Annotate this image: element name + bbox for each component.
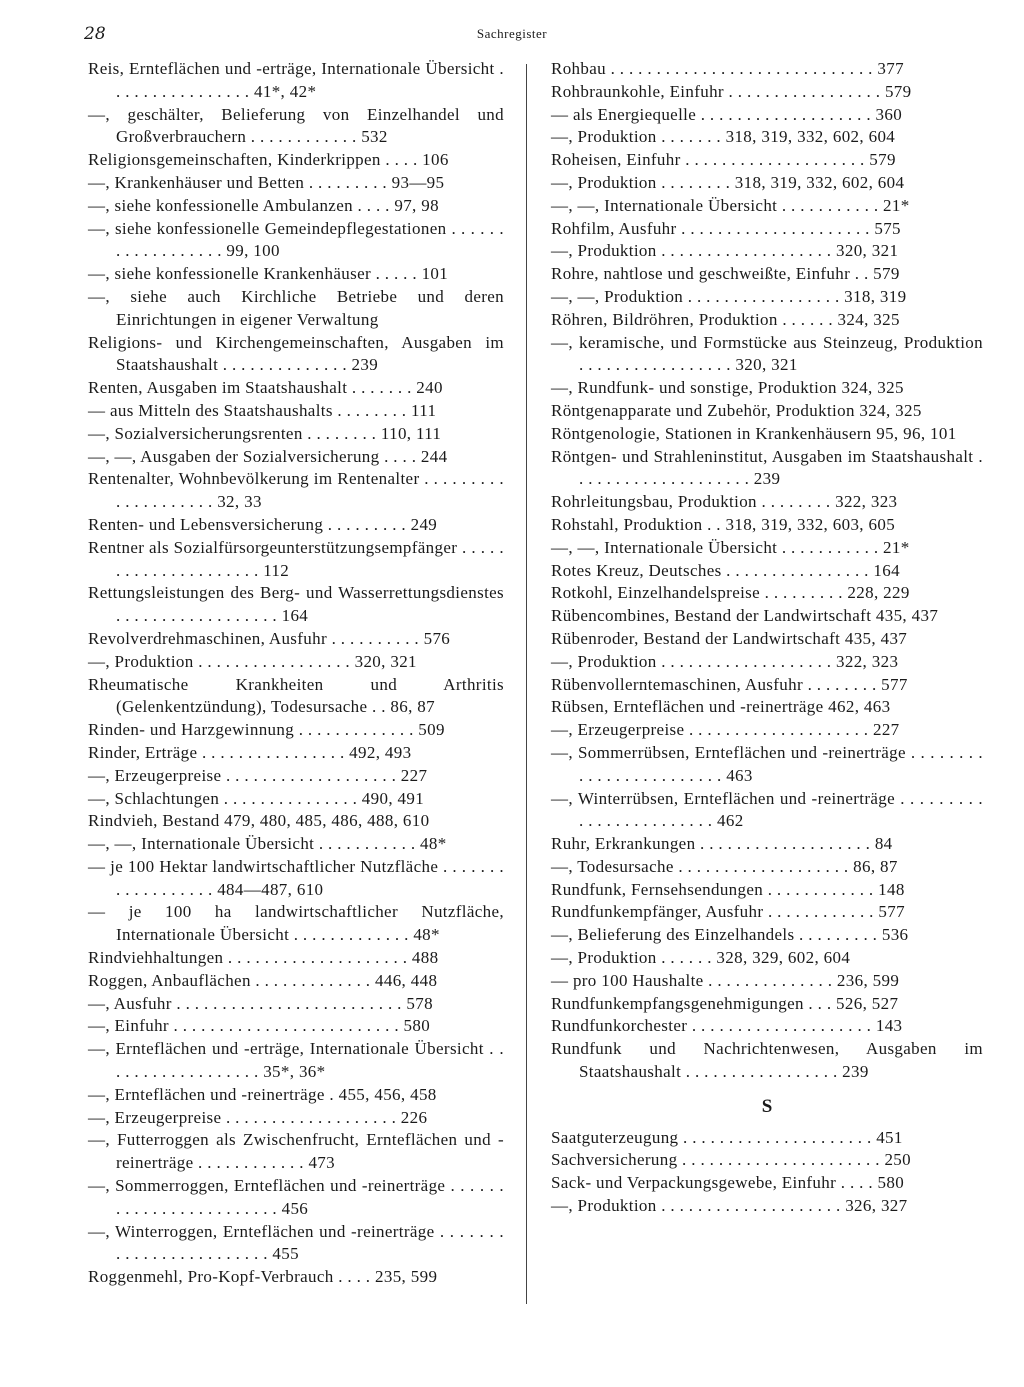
index-entry: — aus Mitteln des Staatshaushalts . . . . . . . . 111 [88, 400, 437, 420]
index-entry: —, Ernteflächen und -reinerträge . 455, 456, 458 [88, 1084, 437, 1104]
index-entry: —, Produktion . . . . . . . . . . . . . . . . . . . 320, 321 [551, 241, 899, 261]
index-entry: —, Winterrübsen, Ernteflächen und -reinerträge . . . . . . . . . . . . . . . . . . . . . . . . 462 [551, 788, 983, 831]
index-entry: Roheisen, Einfuhr . . . . . . . . . . . . . . . . . . . . 579 [551, 150, 896, 170]
index-entry: —, siehe konfessionelle Gemeindepflegestationen . . . . . . . . . . . . . . . . . . 99, 100 [88, 218, 504, 261]
index-entry: Rohbau . . . . . . . . . . . . . . . . . . . . . . . . . . . . . 377 [551, 59, 904, 78]
index-entry: —, —, Internationale Übersicht . . . . . . . . . . . 21* [551, 537, 910, 557]
index-entry: —, Krankenhäuser und Betten . . . . . . . . . 93—95 [88, 172, 445, 192]
index-entry: Röntgen- und Strahleninstitut, Ausgaben im Staatshaushalt . . . . . . . . . . . . . . . . . . . . 239 [551, 446, 983, 489]
index-entry: —, Sommerroggen, Ernteflächen und -reinerträge . . . . . . . . . . . . . . . . . . . . . . . . 456 [88, 1176, 504, 1218]
index-entry: Rindviehhaltungen . . . . . . . . . . . . . . . . . . . . 488 [88, 948, 439, 968]
running-head: Sachregister [476, 26, 548, 41]
index-entry: —, siehe konfessionelle Krankenhäuser . . . . . 101 [88, 264, 449, 284]
index-entry: — je 100 ha landwirtschaftlicher Nutzfläche, Internationale Übersicht . . . . . . . . . . . . . 48* [88, 902, 504, 945]
index-entry: — pro 100 Haushalte . . . . . . . . . . . . . . 236, 599 [551, 970, 900, 990]
index-entry: —, Ernteflächen und -erträge, Internationale Übersicht . . . . . . . . . . . . . . . . . . 35*, 36* [88, 1039, 504, 1082]
index-entry: —, —, Produktion . . . . . . . . . . . . . . . . . 318, 319 [551, 286, 907, 306]
index-entry: —, —, Internationale Übersicht . . . . . . . . . . . 21* [551, 195, 910, 215]
index-entry: —, Ausfuhr . . . . . . . . . . . . . . . . . . . . . . . . . 578 [88, 993, 433, 1013]
index-entry: —, Produktion . . . . . . 328, 329, 602, 604 [551, 948, 851, 968]
index-column-right [551, 58, 983, 1218]
index-entry: Roggenmehl, Pro-Kopf-Verbrauch . . . . 235, 599 [88, 1267, 438, 1287]
index-entry: Revolverdrehmaschinen, Ausfuhr . . . . . . . . . . 576 [88, 628, 451, 648]
index-entry: —, keramische, und Formstücke aus Steinzeug, Produktion . . . . . . . . . . . . . . . . . 320, 321 [551, 332, 983, 375]
index-entry: Rohstahl, Produktion . . 318, 319, 332, 603, 605 [551, 514, 896, 534]
index-entry: Rohre, nahtlose und geschweißte, Einfuhr . . 579 [551, 264, 900, 284]
index-entry: —, siehe konfessionelle Ambulanzen . . . . 97, 98 [88, 195, 439, 215]
index-entry: —, Produktion . . . . . . . . . . . . . . . . . 320, 321 [88, 651, 417, 671]
index-entry: Reis, Ernteflächen und -erträge, Internationale Übersicht . . . . . . . . . . . . . . . . 41*, 42* [88, 59, 504, 101]
index-entry: Röntgenologie, Stationen in Krankenhäusern 95, 96, 101 [551, 423, 957, 443]
index-entry: Rohrleitungsbau, Produktion . . . . . . . . 322, 323 [551, 492, 898, 512]
index-entry: —, geschälter, Belieferung von Einzelhandel und Großverbrauchern . . . . . . . . . . . . 532 [88, 104, 504, 147]
index-entry: Saatguterzeugung . . . . . . . . . . . . . . . . . . . . . 451 [551, 1127, 903, 1147]
index-entry: —, Produktion . . . . . . . 318, 319, 332, 602, 604 [551, 127, 896, 147]
page-number: 28 [84, 24, 106, 44]
index-entry: Rotes Kreuz, Deutsches . . . . . . . . . . . . . . . . 164 [551, 560, 900, 580]
index-entry: —, Winterroggen, Ernteflächen und -reinerträge . . . . . . . . . . . . . . . . . . . . . . . . 455 [88, 1221, 504, 1264]
index-entry: Rundfunk und Nachrichtenwesen, Ausgaben im Staatshaushalt . . . . . . . . . . . . . . . . . 239 [551, 1039, 983, 1082]
index-entry: Religionsgemeinschaften, Kinderkrippen . . . . 106 [88, 150, 449, 170]
index-entry: — je 100 Hektar landwirtschaftlicher Nutzfläche . . . . . . . . . . . . . . . . . . 484—487, 610 [88, 856, 504, 899]
index-entry: Rettungsleistungen des Berg- und Wasserrettungsdienstes . . . . . . . . . . . . . . . . . . 164 [88, 583, 504, 626]
index-entry: —, Sommerrübsen, Ernteflächen und -reinerträge . . . . . . . . . . . . . . . . . . . . . . . . 463 [551, 742, 983, 785]
index-entry: —, Produktion . . . . . . . . . . . . . . . . . . . 322, 323 [551, 651, 899, 671]
index-entry: —, Erzeugerpreise . . . . . . . . . . . . . . . . . . . . 227 [551, 720, 900, 740]
index-entry: Rundfunkorchester . . . . . . . . . . . . . . . . . . . . 143 [551, 1016, 903, 1036]
index-entry: Rundfunk, Fernsehsendungen . . . . . . . . . . . . 148 [551, 879, 905, 899]
index-entry: Rinder, Erträge . . . . . . . . . . . . . . . . 492, 493 [88, 742, 412, 762]
index-entry: Sachversicherung . . . . . . . . . . . . . . . . . . . . . . 250 [551, 1150, 911, 1170]
index-entry: Röntgenapparate und Zubehör, Produktion 324, 325 [551, 400, 922, 420]
index-entry: Rinden- und Harzgewinnung . . . . . . . . . . . . . 509 [88, 720, 445, 740]
index-entry: Rübenvollerntemaschinen, Ausfuhr . . . . . . . . 577 [551, 674, 908, 694]
index-entry: Rohfilm, Ausfuhr . . . . . . . . . . . . . . . . . . . . . 575 [551, 218, 901, 238]
index-entry: Rentner als Sozialfürsorgeunterstützungsempfänger . . . . . . . . . . . . . . . . . . . . . 112 [88, 537, 504, 580]
index-entry: —, Produktion . . . . . . . . 318, 319, 332, 602, 604 [551, 172, 905, 192]
index-entry: Rohbraunkohle, Einfuhr . . . . . . . . . . . . . . . . . 579 [551, 81, 912, 101]
index-entry: —, siehe auch Kirchliche Betriebe und deren Einrichtungen in eigener Verwaltung [88, 286, 504, 329]
section-letter: S [761, 1095, 773, 1117]
index-entry: —, —, Internationale Übersicht . . . . . . . . . . . 48* [88, 834, 447, 854]
index-entry: —, Todesursache . . . . . . . . . . . . . . . . . . . 86, 87 [551, 856, 898, 876]
index-entry: Rentenalter, Wohnbevölkerung im Rentenalter . . . . . . . . . . . . . . . . . . . . 32, 33 [88, 469, 504, 512]
index-entry: —, Erzeugerpreise . . . . . . . . . . . . . . . . . . . 226 [88, 1107, 428, 1127]
index-entry: Roggen, Anbauflächen . . . . . . . . . . . . . 446, 448 [88, 970, 438, 990]
index-entry: —, —, Ausgaben der Sozialversicherung . . . . 244 [88, 446, 448, 466]
index-entry: —, Produktion . . . . . . . . . . . . . . . . . . . . 326, 327 [551, 1196, 908, 1216]
index-entry: Rübencombines, Bestand der Landwirtschaft 435, 437 [551, 606, 939, 626]
index-entry: Sack- und Verpackungsgewebe, Einfuhr . . . . 580 [551, 1173, 905, 1193]
index-entry: —, Schlachtungen . . . . . . . . . . . . . . . 490, 491 [88, 788, 425, 808]
index-entry: Renten- und Lebensversicherung . . . . . . . . . 249 [88, 514, 438, 534]
index-entry: Rübsen, Ernteflächen und -reinerträge 462, 463 [551, 697, 891, 717]
index-column-left [88, 58, 504, 1289]
index-entry: Rheumatische Krankheiten und Arthritis (Gelenkentzündung), Todesursache . . 86, 87 [88, 674, 504, 717]
index-entry: Rotkohl, Einzelhandelspreise . . . . . . . . . 228, 229 [551, 583, 910, 603]
index-entry: Rundfunkempfangsgenehmigungen . . . 526, 527 [551, 993, 899, 1013]
index-entry: Rindvieh, Bestand 479, 480, 485, 486, 488, 610 [88, 811, 430, 831]
index-entry: —, Futterroggen als Zwischenfrucht, Ernteflächen und -reinerträge . . . . . . . . . . . . 473 [88, 1130, 504, 1173]
index-entry: —, Erzeugerpreise . . . . . . . . . . . . . . . . . . . 227 [88, 765, 428, 785]
index-entry: Religions- und Kirchengemeinschaften, Ausgaben im Staatshaushalt . . . . . . . . . . . . . . 239 [88, 332, 504, 375]
column-divider [526, 64, 527, 1304]
index-entry: Renten, Ausgaben im Staatshaushalt . . . . . . . 240 [88, 378, 443, 398]
index-entry: —, Rundfunk- und sonstige, Produktion 324, 325 [551, 378, 904, 398]
index-entry: Rundfunkempfänger, Ausfuhr . . . . . . . . . . . . 577 [551, 902, 905, 922]
index-entry: —, Sozialversicherungsrenten . . . . . . . . 110, 111 [88, 423, 442, 443]
index-entry: — als Energiequelle . . . . . . . . . . . . . . . . . . . 360 [551, 104, 903, 124]
index-entry: Ruhr, Erkrankungen . . . . . . . . . . . . . . . . . . . 84 [551, 834, 893, 854]
index-entry: Rübenroder, Bestand der Landwirtschaft 435, 437 [551, 628, 908, 648]
index-entry: —, Belieferung des Einzelhandels . . . . . . . . . 536 [551, 925, 909, 945]
index-entry: —, Einfuhr . . . . . . . . . . . . . . . . . . . . . . . . . 580 [88, 1016, 431, 1036]
index-entry: Röhren, Bildröhren, Produktion . . . . . . 324, 325 [551, 309, 900, 329]
